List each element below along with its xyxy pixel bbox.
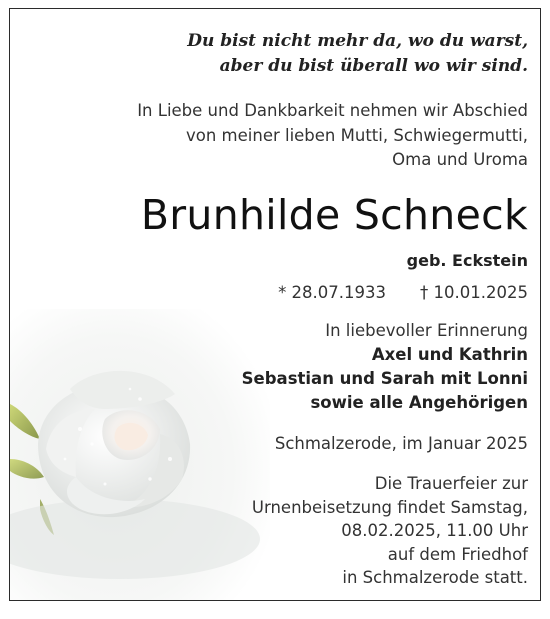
funeral-line: auf dem Friedhof — [387, 544, 528, 564]
intro-line: In Liebe und Dankbarkeit nehmen wir Abschied — [137, 101, 528, 120]
intro-line: Oma und Uroma — [392, 150, 528, 169]
obituary-card — [9, 8, 541, 601]
birth-date: * 28.07.1933 — [278, 283, 387, 302]
quote-line: Du bist nicht mehr da, wo du warst, — [187, 31, 528, 51]
white-rose-image — [10, 309, 270, 601]
funeral-line: Urnenbeisetzung findet Samstag, — [251, 497, 528, 517]
life-dates — [278, 281, 528, 305]
mourner-name: Axel und Kathrin — [371, 345, 528, 364]
death-date: † 10.01.2025 — [420, 283, 528, 302]
farewell-intro — [137, 99, 528, 173]
mourner-name: sowie alle Angehörigen — [310, 393, 528, 412]
funeral-notice — [252, 472, 528, 590]
deceased-name: Brunhilde Schneck — [140, 191, 528, 239]
funeral-line: 08.02.2025, 11.00 Uhr — [341, 521, 528, 540]
funeral-line: in Schmalzerode statt. — [342, 568, 528, 587]
memorial-quote — [187, 29, 528, 79]
place-and-date: Schmalzerode, im Januar 2025 — [274, 434, 528, 453]
mourners-block — [242, 319, 528, 415]
quote-line: aber du bist überall wo wir sind. — [219, 56, 528, 76]
birth-name: geb. Eckstein — [406, 251, 528, 270]
mourners-intro: In liebevoller Erinnerung — [325, 321, 528, 340]
intro-line: von meiner lieben Mutti, Schwiegermutti, — [185, 125, 528, 145]
funeral-line: Die Trauerfeier zur — [374, 474, 528, 493]
mourner-name: Sebastian und Sarah mit Lonni — [241, 369, 528, 388]
